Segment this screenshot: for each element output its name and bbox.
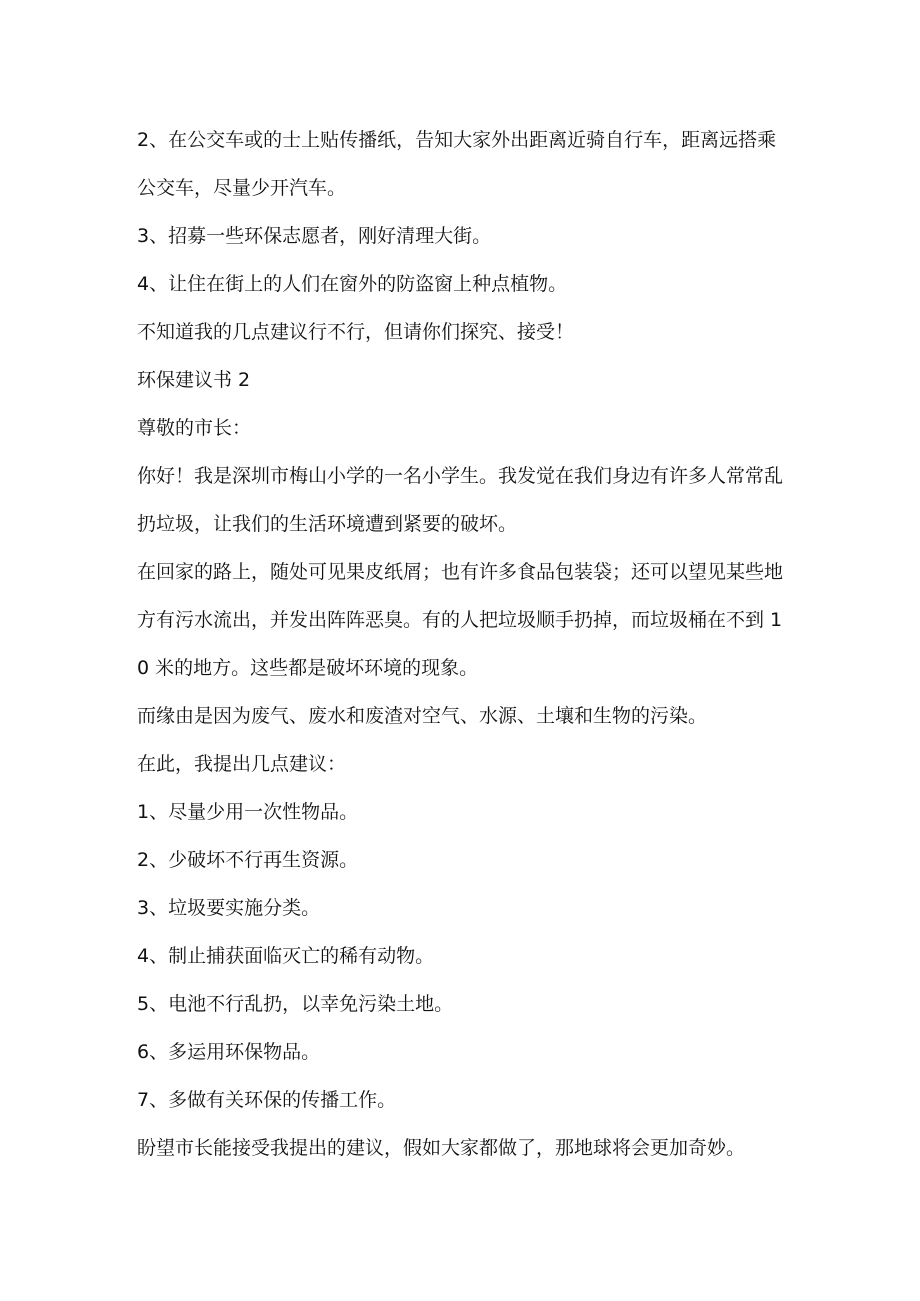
list-item-2: 2、少破坏不行再生资源。 [137, 849, 359, 871]
list-item-3: 3、垃圾要实施分类。 [137, 897, 321, 919]
paragraph-suggestion-2-bus: 2、在公交车或的士上贴传播纸，告知大家外出距离近骑自行车，距离远搭乘公交车，尽量少开汽车。 [137, 129, 777, 199]
paragraph-suggestion-4-plants: 4、让住在街上的人们在窗外的防盗窗上种点植物。 [137, 273, 568, 295]
paragraph-conclusion: 盼望市长能接受我提出的建议，假如大家都做了，那地球将会更加奇妙。 [137, 1137, 746, 1159]
salutation: 尊敬的市长： [137, 417, 252, 439]
paragraph-observations: 在回家的路上，随处可见果皮纸屑；也有许多食品包装袋；还可以望见某些地方有污水流出，并发出阵阵恶臭。有的人把垃圾顺手扔掉，而垃圾桶在不到 10 米的地方。这些都是破坏环境的现象。 [137, 561, 784, 679]
section-heading: 环保建议书 2 [137, 369, 251, 391]
list-item-6: 6、多运用环保物品。 [137, 1041, 321, 1063]
paragraph-causes: 而缘由是因为废气、废水和废渣对空气、水源、土壤和生物的污染。 [137, 705, 708, 727]
paragraph-introduction: 你好！我是深圳市梅山小学的一名小学生。我发觉在我们身边有许多人常常乱扔垃圾，让我们的生活环境遭到紧要的破坏。 [137, 465, 784, 535]
document-body [137, 116, 787, 1172]
list-item-4: 4、制止捕获面临灭亡的稀有动物。 [137, 945, 435, 967]
list-item-5: 5、电池不行乱扔，以幸免污染土地。 [137, 993, 454, 1015]
paragraph-suggestion-3-volunteers: 3、招募一些环保志愿者，刚好清理大街。 [137, 225, 492, 247]
list-item-1: 1、尽量少用一次性物品。 [137, 801, 359, 823]
paragraph-closing-request: 不知道我的几点建议行不行，但请你们探究、接受！ [137, 321, 575, 343]
paragraph-suggestions-intro: 在此，我提出几点建议： [137, 753, 347, 775]
list-item-7: 7、多做有关环保的传播工作。 [137, 1089, 397, 1111]
